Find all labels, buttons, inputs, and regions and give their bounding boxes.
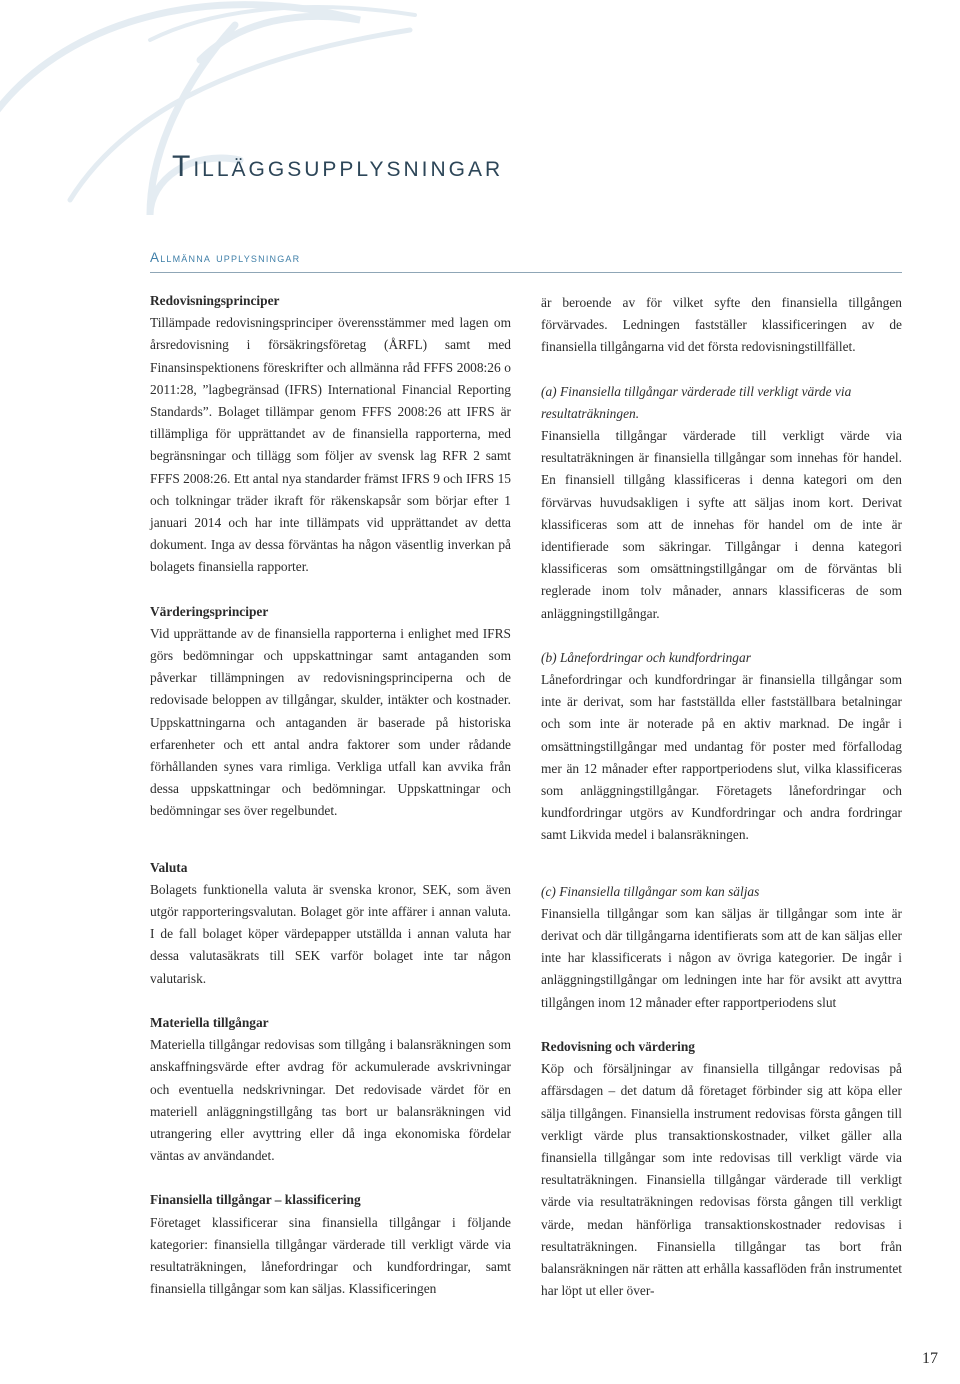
paragraph: Lånefordringar och kundfordringar är finansiella tillgångar som inte är derivat, som har fastställda eller fastställbara betalningar och som inte är noterade på en aktiv marknad. De ingår i omsättningstillgångar med undantag för poster med förfallodag mer än 12 månader efter rapportperiodens slut, vilka klassificeras som anläggningstillgångar. Företagets lånefordringar och kundfordringar utgörs av Kundfordringar och andra fordringar samt Likvida medel i balansräkningen.	[541, 672, 902, 843]
section-subheading: Materiella tillgångar	[150, 1014, 269, 1030]
section-divider	[150, 272, 902, 273]
text-section	[541, 647, 902, 847]
text-section	[150, 601, 511, 823]
text-section	[541, 381, 902, 625]
text-section	[150, 857, 511, 990]
text-section	[541, 1036, 902, 1302]
text-section	[150, 290, 511, 579]
paragraph: Bolagets funktionella valuta är svenska kronor, SEK, som även utgör rapporteringsvalutan. Bolaget gör inte affärer i annan valuta. I de fall bolaget köper värdepapper utställda i annan valuta har dessa valutasäkrats till SEK varför bolaget inte tar någon valutarisk.	[150, 881, 511, 986]
section-subheading: Finansiella tillgångar – klassificering	[150, 1192, 361, 1208]
page-title: Tilläggsupplysningar	[172, 150, 504, 183]
paragraph: Finansiella tillgångar värderade till verkligt värde via resultaträkningen är finansiella tillgångar som innehas för handel. En finansiell tillgång klassificeras i denna kategori om den förvärvas huvudsakligen i syfte att säljas inom kort. Derivat klassificeras som att de innehas för handel om de inte är identifierade som säkringar. Tillgångar i denna kategori klassificeras som omsättningstillgångar om de förväntas bli reglerade inom tolv månader, annars klassificeras de som anläggningstillgångar.	[541, 428, 902, 621]
paragraph: Företaget klassificerar sina finansiella tillgångar i följande kategorier: finansiella tillgångar värderade till verkligt värde via resultaträkningen, lånefordringar och kundfordringar, samt finansiella tillgångar som kan säljas. Klassificeringen	[150, 1214, 511, 1297]
page-number: 17	[922, 1350, 938, 1367]
italic-subheading: (b) Lånefordringar och kundfordringar	[541, 649, 751, 665]
section-subheading: Redovisning och värdering	[541, 1038, 696, 1054]
text-section	[541, 292, 902, 359]
paragraph: Tillämpade redovisningsprinciper överensstämmer med lagen om årsredovisning i försäkringsföretag (ÅRFL) samt med Finansinspektionens föreskrifter och allmänna råd FFFS 2008:26 o 2011:28, ”lagbegränsad (IFRS) International Financial Reporting Standards”. Bolaget tillämpar genom FFFS 2008:26 att IFRS är tillämpliga för upprättandet av de finansiella rapporterna, med begränsningar och tillägg som följer av svensk lag RFR 2 samt FFFS 2008:26. Ett antal nya standarder främst IFRS 9 och IFRS 15 och tolkningar träder ikraft för räkenskapsår som börjar efter 1 januari 2014 och har inte tillämpats vid upprättandet av detta dokument. Inga av dessa förväntas ha någon väsentlig inverkan på bolagets finansiella rapporter.	[150, 315, 511, 575]
section-heading: Allmänna upplysningar	[150, 250, 301, 265]
right-column	[541, 292, 902, 1324]
italic-subheading: (c) Finansiella tillgångar som kan säljas	[541, 883, 760, 899]
paragraph: Materiella tillgångar redovisas som tillgång i balansräkningen som anskaffningsvärde efter avdrag för ackumulerade avskrivningar och eventuella nedskrivningar. Det redovisade värdet för en materiell anläggningstillgång tas bort ur balansräkningen vid utrangering eller avyttring eller då inga ekonomiska fördelar väntas av användandet.	[150, 1037, 511, 1164]
text-section	[541, 881, 902, 1014]
section-subheading: Valuta	[150, 859, 188, 875]
section-subheading: Redovisningsprinciper	[150, 293, 280, 308]
left-column	[150, 290, 511, 1322]
paragraph: Finansiella tillgångar som kan säljas är tillgångar som inte är derivat och där tillgångarna identifierats som att de kan säljas eller inte har klassificerats i någon av övriga kategorier. De ingår i anläggningstillgångar om ledningen inte har för avsikt att avyttra tillgången inom 12 månader efter rapportperiodens slut	[541, 905, 902, 1010]
paragraph: Vid upprättande av de finansiella rapporterna i enlighet med IFRS görs bedömningar och uppskattningar samt antaganden som påverkar tillämpningen av redovisningsprinciperna och de redovisade beloppen av tillgångar, skulder, intäkter och kostnader. Uppskattningarna och antaganden är baserade på historiska erfarenheter och ett antal andra faktorer som under rådande förhållanden synes vara rimliga. Verkliga utfall kan avvika från dessa uppskattningar och bedömningar. Uppskattningar och bedömningar ses över regelbundet.	[150, 625, 511, 819]
text-section	[150, 1012, 511, 1167]
paragraph: Köp och försäljningar av finansiella tillgångar redovisas på affärsdagen – det datum då företaget förbinder sig att köpa eller sälja tillgången. Finansiella instrument redovisas första gången till verkligt värde plus transaktionskostnader, vilket gäller alla finansiella tillgångar som inte redovisas till verkligt värde via resultaträkningen. Finansiella tillgångar värderade till verkligt värde via resultaträkningen redovisas första gången till verkligt värde, medan hänförliga transaktionskostnader redovisas i resultaträkningen. Finansiella tillgångar tas bort från balansräkningen när rätten att erhålla kassaflöden från instrumentet har löpt ut eller över-	[541, 1061, 902, 1299]
italic-subheading: (a) Finansiella tillgångar värderade till verkligt värde via resultaträkningen.	[541, 383, 852, 421]
text-section	[150, 1189, 511, 1300]
decorative-monogram-watermark	[0, 0, 420, 240]
section-subheading: Värderingsprinciper	[150, 603, 269, 619]
paragraph: är beroende av för vilket syfte den finansiella tillgången förvärvades. Ledningen fastställer klassificeringen av de finansiella tillgångarna vid det första redovisningstillfället.	[541, 295, 902, 355]
